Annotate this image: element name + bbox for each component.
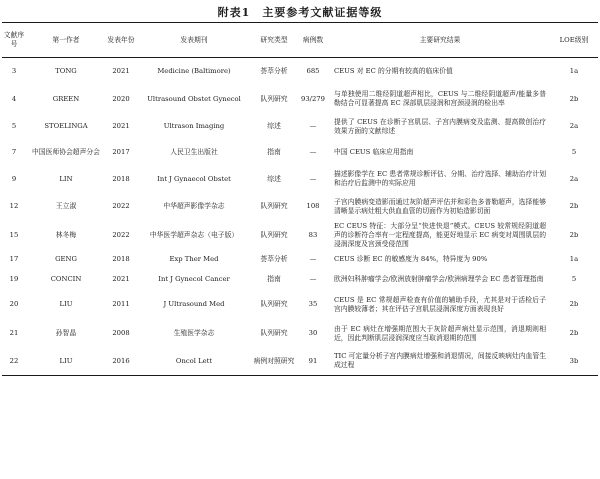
cell-findings: 与单独使用二维经阴道超声相比，CEUS 与二维经阴道超声/能量多普勒结合可显著提高 EC 深部肌层浸润和宫颈浸润的检出率 [334,90,546,107]
cell-year: 2011 [112,300,130,308]
cell-cases: 91 [308,356,318,365]
cell-loe: 2a [569,174,579,183]
cell-cases: 108 [306,202,320,210]
cell-ref-no: 4 [11,94,17,103]
cell-journal: Medicine (Baltimore) [157,66,231,75]
cell-loe: 2b [569,300,579,308]
cell-cases: 685 [306,66,320,75]
cell-journal: Int J Gynaecol Obstet [157,174,231,183]
table-row [2,193,598,221]
header-journal: 发表期刊 [180,35,208,44]
cell-ref-no: 15 [9,230,19,239]
cell-findings: CEUS 是 EC 常规超声检查有价值的辅助手段，尤其是对于活检后子宫内膜较薄者；其在评估子宫肌层浸润深度方面表现良好 [334,295,546,313]
cell-journal: 生殖医学杂志 [173,329,215,337]
cell-journal: 中华超声影像学杂志 [163,202,225,210]
table-row [2,270,598,290]
cell-year: 2022 [112,202,130,210]
cell-ref-no: 17 [9,255,19,263]
table-row [2,221,598,250]
cell-cases: — [309,122,317,130]
table-header-row [2,23,598,58]
cell-loe: 3b [569,356,579,365]
cell-loe: 5 [571,148,577,156]
cell-ref-no: 7 [11,148,17,156]
cell-loe: 2b [569,94,579,103]
cell-loe: 2b [569,230,579,239]
table-row [2,166,598,193]
table-row [2,85,598,114]
cell-loe: 2b [569,329,579,337]
header-ref-no: 文献序号 [3,31,25,48]
cell-author: 林冬梅 [55,230,77,239]
cell-cases: 30 [308,329,318,337]
cell-findings: 描述影像学在 EC 患者常规诊断评估、分期、治疗选择、辅助治疗计划和治疗后监测中的实际应用 [334,170,546,187]
cell-findings: 由于 EC 病灶在增强期范围大于灰阶超声病灶显示范围，消退期则相近，因此判断肌层浸润深度应当取消退期的范围 [334,324,546,342]
header-author: 第一作者 [52,35,80,44]
header-year: 发表年份 [107,35,135,44]
header-findings: 主要研究结果 [419,35,461,44]
cell-study-type: 队列研究 [260,94,288,103]
cell-journal: 人民卫生出版社 [170,148,218,156]
cell-study-type: 指南 [267,148,281,156]
cell-ref-no: 12 [9,202,19,210]
cell-year: 2021 [112,122,130,130]
cell-journal: Oncol Lett [175,356,213,365]
cell-ref-no: 9 [11,174,17,183]
cell-study-type: 综述 [267,174,281,183]
cell-journal: J Ultrasound Med [163,300,225,308]
cell-study-type: 队列研究 [260,329,288,337]
cell-findings: 提供了 CEUS 在诊断子宫肌层、子宫内膜病变及监测、提高微创治疗效果方面的文献综述 [334,117,546,135]
table-row [2,114,598,140]
cell-ref-no: 22 [9,356,19,365]
cell-author: 中国医师协会超声分会 [32,148,100,156]
cell-journal: Int J Gynecol Cancer [158,275,230,283]
cell-ref-no: 20 [9,300,19,308]
cell-findings: TIC 可定量分析子宫内膜病灶增强和消退情况，间接反映病灶内血管生成过程 [334,352,546,370]
cell-study-type: 荟萃分析 [260,255,288,263]
cell-study-type: 病例对照研究 [253,356,295,365]
cell-cases: 35 [308,300,318,308]
cell-findings: CEUS 诊断 EC 的敏感度为 84%，特异度为 90% [334,255,488,263]
table-row [2,58,598,85]
cell-cases: 83 [308,230,318,239]
cell-journal: 中华医学超声杂志（电子版） [149,230,239,239]
cell-year: 2020 [112,94,130,103]
cell-study-type: 指南 [267,275,281,283]
cell-findings: 欧洲妇科肿瘤学会/欧洲放射肿瘤学会/欧洲病理学会 EC 患者管理指南 [334,275,544,283]
cell-year: 2021 [112,66,130,75]
cell-author: STOELINGA [44,122,88,130]
table-title: 附表1 主要参考文献证据等级 [217,6,383,19]
cell-year: 2017 [112,148,130,156]
cell-journal: Ultrason Imaging [163,122,225,130]
cell-study-type: 队列研究 [260,230,288,239]
cell-loe: 1a [569,66,579,75]
table-row [2,250,598,270]
cell-loe: 2b [569,202,579,210]
cell-findings: 中国 CEUS 临床应用指南 [334,148,414,156]
cell-year: 2008 [112,329,130,337]
cell-study-type: 荟萃分析 [260,66,288,75]
table-row [2,348,598,376]
cell-loe: 1a [569,255,579,263]
table-row [2,290,598,320]
cell-ref-no: 19 [9,275,19,283]
table-row [2,320,598,348]
cell-year: 2016 [112,356,130,365]
cell-study-type: 队列研究 [260,300,288,308]
cell-study-type: 综述 [267,122,281,130]
cell-findings: CEUS 对 EC 的分期有较高的临床价值 [334,66,453,75]
cell-year: 2018 [112,255,130,263]
table-row [2,140,598,166]
cell-year: 2018 [112,174,130,183]
cell-cases: — [309,174,317,183]
cell-author: LIN [59,174,73,183]
cell-author: 孙智晶 [55,329,77,337]
cell-journal: Exp Ther Med [169,255,219,263]
cell-journal: Ultrasound Obstet Gynecol [147,94,241,103]
cell-ref-no: 21 [9,329,19,337]
cell-cases: 93/279 [301,94,325,103]
cell-findings: 子宫内膜病变造影而通过灰阶超声评估并和彩色多普勒超声，选择能够清晰显示病灶粗大供血血管的切面作为初始造影切面 [334,197,546,215]
cell-author: CONCIN [50,275,82,283]
cell-author: LIU [59,300,73,308]
cell-cases: — [309,255,317,263]
cell-findings: EC CEUS 特征：大部分呈“快进快退”模式。CEUS 较常规经阴道超声的诊断符合率有一定程度提高，能更好地显示 EC 病变对周围肌层的浸润深度及宫颈受侵范围 [334,221,546,248]
cell-year: 2022 [112,230,130,239]
cell-author: GREEN [52,94,80,103]
header-study-type: 研究类型 [260,35,288,44]
cell-ref-no: 3 [11,66,17,75]
cell-author: 王立淑 [55,202,77,210]
cell-study-type: 队列研究 [260,202,288,210]
header-cases: 病例数 [302,35,324,44]
cell-author: LIU [59,356,73,365]
cell-year: 2021 [112,275,130,283]
cell-cases: — [309,275,317,283]
cell-author: GENG [55,255,77,263]
evidence-table [2,22,598,376]
cell-author: TONG [55,66,77,75]
cell-loe: 5 [571,275,577,283]
header-loe: LOE级别 [559,35,589,44]
cell-cases: — [309,148,317,156]
cell-ref-no: 5 [11,122,17,130]
cell-loe: 2a [569,122,579,130]
